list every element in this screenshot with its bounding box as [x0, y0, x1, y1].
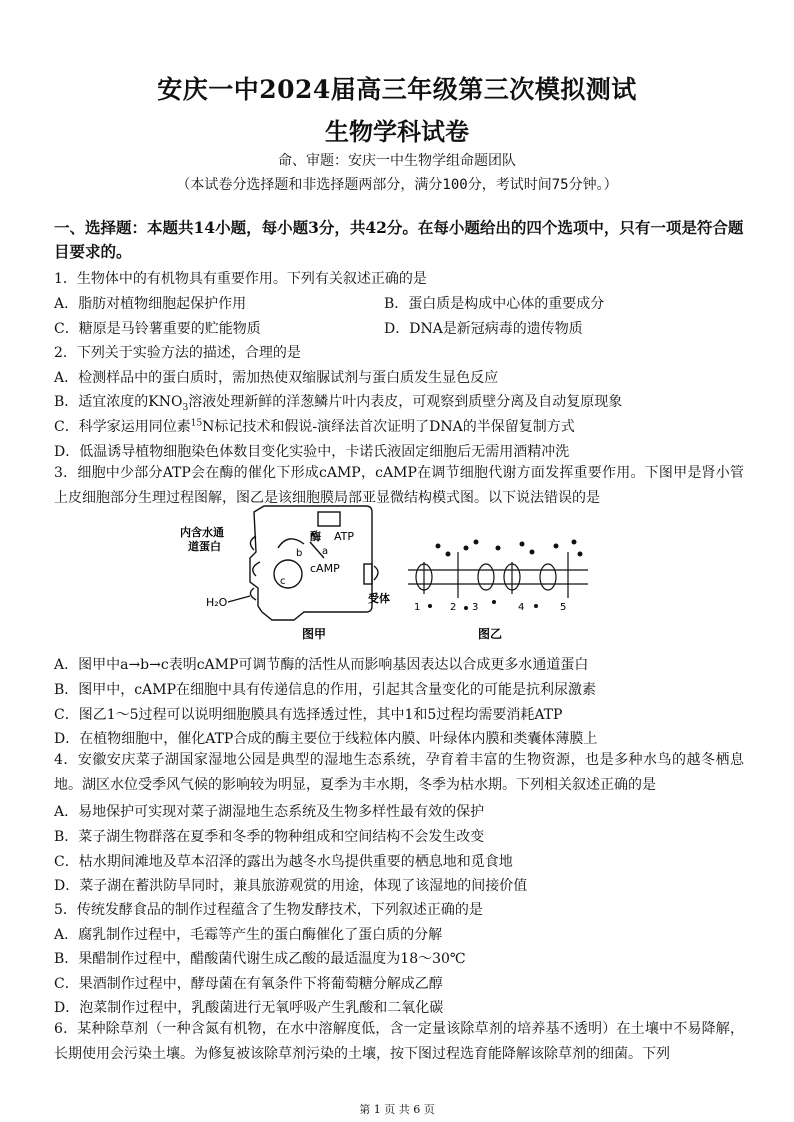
q2-option-d: D．低温诱导植物细胞染色体数目变化实验中，卡诺氏液固定细胞后无需用酒精冲洗	[54, 444, 570, 460]
yi-num-3: 3	[472, 602, 479, 613]
q4-option-d: D．菜子湖在蓄洪防旱同时，兼具旅游观赏的用途，体现了该湿地的间接价值	[54, 878, 528, 894]
q4-option-c: C．枯水期间滩地及草本沼泽的露出为越冬水鸟提供重要的栖息地和觅食地	[54, 854, 513, 870]
section-heading: 一、选择题：本题共14小题，每小题3分，共42分。在每小题给出的四个选项中，只有一项是符合题目要求的。	[54, 218, 744, 261]
receptor-box	[364, 564, 372, 584]
q1-stem: 1．生物体中的有机物具有重要作用。下列有关叙述正确的是	[54, 271, 427, 287]
q3-option-c: C．图乙1～5过程可以说明细胞膜具有选择透过性，其中1和5过程均需要消耗ATP	[54, 707, 563, 723]
q5-stem: 5．传统发酵食品的制作过程蕴含了生物发酵技术，下列叙述正确的是	[54, 902, 483, 918]
exam-note: （本试卷分选择题和非选择题两部分，满分100分，考试时间75分钟。）	[176, 177, 618, 193]
q6-stem: 6．某种除草剂（一种含氮有机物，在水中溶解度低，含一定量该除草剂的培养基不透明）在土壤中不易降解，长期使用会污染土壤。为修复被该除草剂污染的土壤，按下图过程选育能降解该除草剂的细菌。下列	[54, 1021, 744, 1062]
carrier-2	[478, 564, 494, 590]
h2o-arrow	[228, 596, 250, 602]
q3-option-b: B．图甲中，cAMP在细胞中具有传递信息的作用，引起其含量变化的可能是抗利尿激素	[54, 682, 596, 698]
yi-num-1: 1	[414, 602, 421, 613]
figure-diagram	[176, 502, 596, 647]
paper-subtitle: 生物学科试卷	[325, 117, 469, 146]
caption-jia: 图甲	[302, 627, 327, 641]
carrier-4	[540, 564, 556, 590]
q4-option-a: A．易地保护可实现对菜子湖湿地生态系统及生物多样性最有效的保护	[54, 804, 485, 820]
q5-option-a: A．腐乳制作过程中，毛霉等产生的蛋白酶催化了蛋白质的分解	[54, 927, 443, 943]
receptor-shape	[374, 566, 378, 580]
vesicle-circle	[274, 560, 302, 588]
q2-option-b: B．适宜浓度的$KNO_3$溶液处理新鲜的洋葱鳞片叶内表皮，可观察到质壁分离及自动复原现象	[54, 394, 623, 413]
page-footer: 第 1 页 共 6 页	[359, 1103, 435, 1116]
q5-option-d: D．泡菜制作过程中，乳酸菌进行无氧呼吸产生乳酸和二氧化碳	[54, 1000, 444, 1016]
water-channel-label-2: 道蛋白	[188, 540, 221, 553]
arrow-b	[278, 539, 304, 548]
q3-option-d: D．在植物细胞中，催化ATP合成的酶主要位于线粒体内膜、叶绿体内膜和类囊体薄膜上	[54, 731, 598, 747]
q5-option-b: B．果醋制作过程中，醋酸菌代谢生成乙酸的最适温度为18～30℃	[54, 951, 466, 967]
q4-stem: 4．安徽安庆菜子湖国家湿地公园是典型的湿地生态系统，孕育着丰富的生物资源，也是多种水鸟的越冬栖息地。湖区水位受季风气候的影响较为明显，夏季为丰水期，冬季为枯水期。下列相关叙述正确的是	[54, 752, 744, 793]
q2-stem: 2．下列关于实验方法的描述，合理的是	[54, 345, 301, 361]
q5-option-c: C．果酒制作过程中，酵母菌在有氧条件下将葡萄糖分解成乙醇	[54, 976, 443, 992]
q1-option-b: B．蛋白质是构成中心体的重要成分	[384, 296, 605, 312]
camp-label: cAMP	[310, 562, 340, 575]
page-title: 安庆一中2024届高三年级第三次模拟测试	[157, 75, 637, 104]
receptor-label: 受体	[368, 592, 390, 605]
h2o-label: H₂O	[206, 596, 228, 609]
label-c: c	[280, 576, 286, 587]
yi-num-4: 4	[518, 602, 525, 613]
q3-stem: 3．细胞中少部分ATP会在酶的催化下形成cAMP，cAMP在调节细胞代谢方面发挥重要作用。下图甲是肾小管上皮细胞部分生理过程图解，图乙是该细胞膜局部亚显微结构模式图。以下说法错误的是	[54, 465, 744, 506]
membrane-protein-top	[318, 512, 340, 526]
atp-label: ATP	[334, 530, 355, 543]
q3-option-a: A．图甲中a→b→c表明cAMP可调节酶的活性从而影响基因表达以合成更多水通道蛋白	[54, 657, 589, 673]
q4-option-b: B．菜子湖生物群落在夏季和冬季的物种组成和空间结构不会发生改变	[54, 829, 485, 845]
water-channel-label: 内含水通	[180, 526, 224, 539]
q2-option-a: A．检测样品中的蛋白质时，需加热使双缩脲试剂与蛋白质发生显色反应	[54, 370, 499, 386]
author-line: 命、审题：安庆一中生物学组命题团队	[278, 153, 516, 169]
q1-option-c: C．糖原是马铃薯重要的贮能物质	[54, 321, 261, 337]
caption-yi: 图乙	[478, 627, 503, 641]
label-a: a	[322, 546, 329, 557]
label-b: b	[296, 548, 303, 559]
q1-option-a: A．脂肪对植物细胞起保护作用	[54, 296, 247, 312]
molecules	[428, 540, 583, 611]
q3-figure	[176, 502, 596, 647]
q2-option-c: C．科学家运用同位素$^{15}$N标记技术和假说-演绎法首次证明了DNA的半保留复制方式	[54, 418, 575, 435]
yi-num-2: 2	[450, 602, 457, 613]
enzyme-label: 酶	[310, 530, 321, 543]
yi-num-5: 5	[560, 602, 567, 613]
figure-yi	[408, 552, 588, 598]
q1-option-d: D．DNA是新冠病毒的遗传物质	[384, 321, 583, 337]
